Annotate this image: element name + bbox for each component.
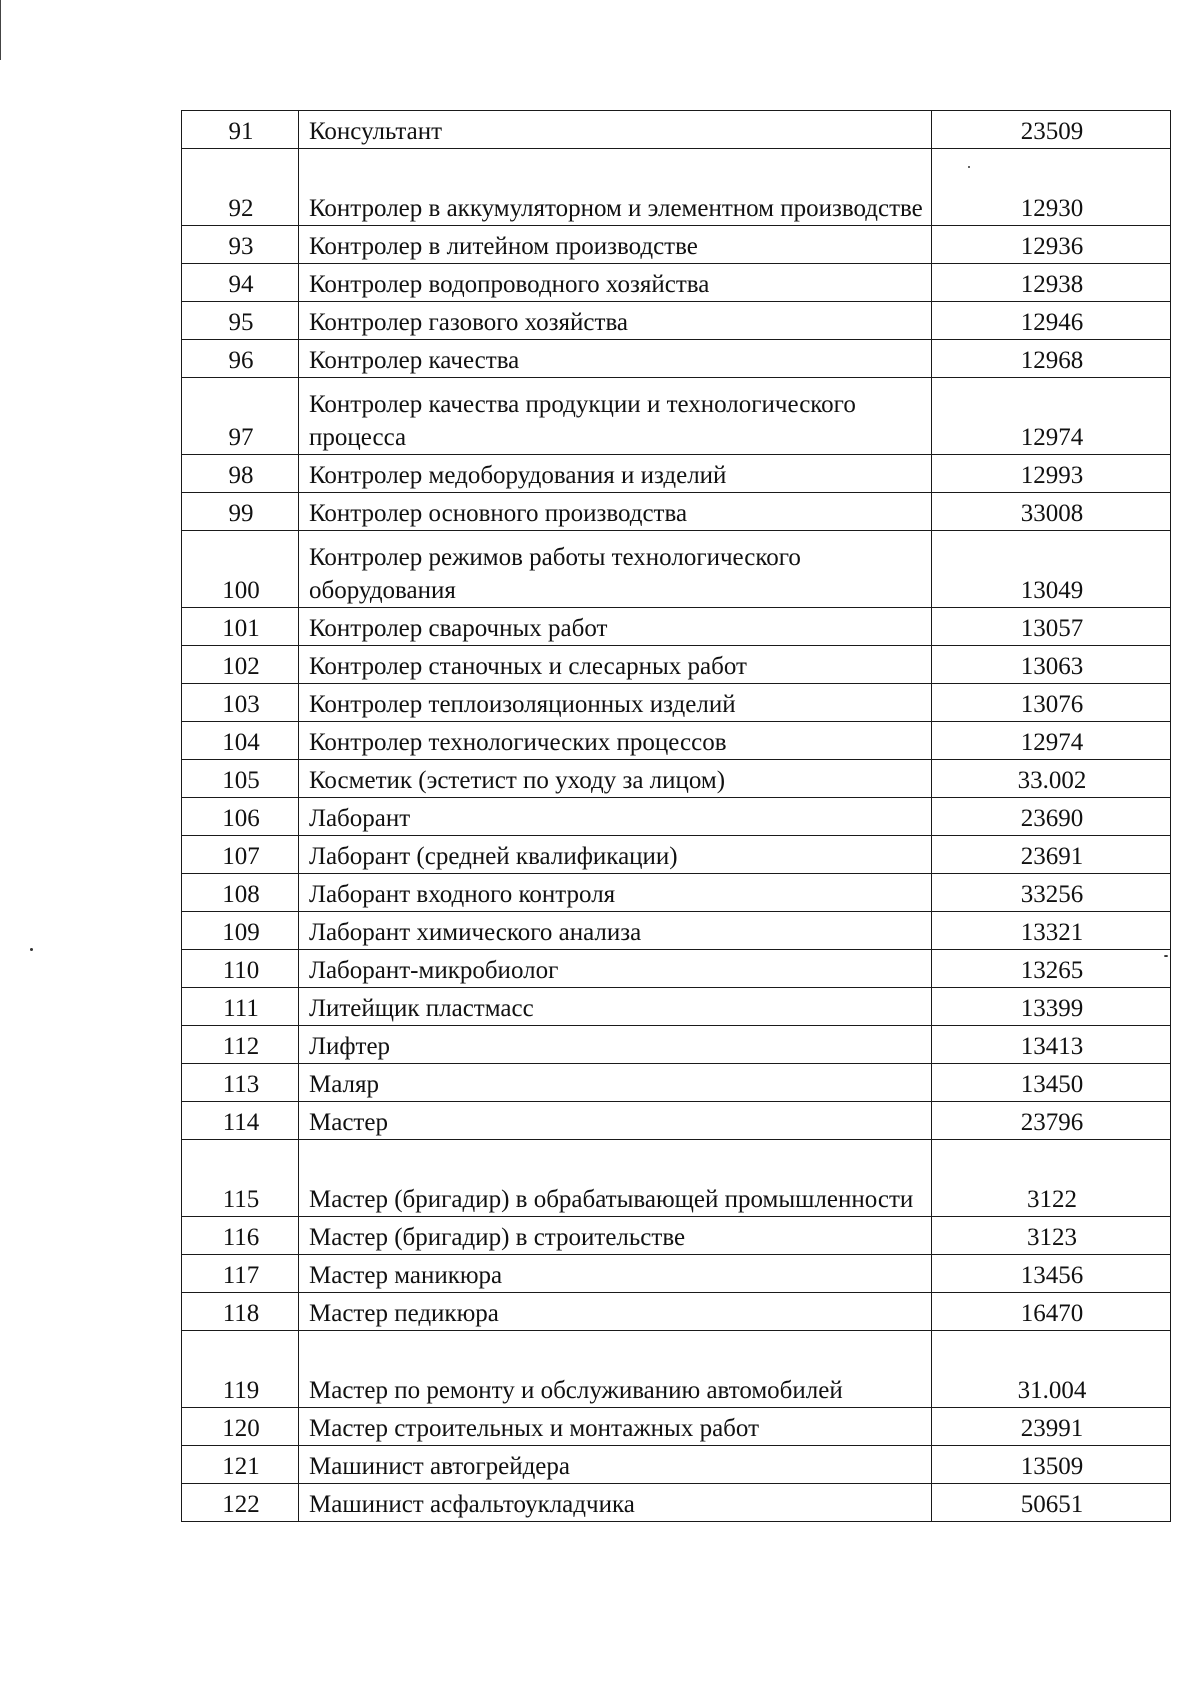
occupation-code: 23991	[932, 1408, 1171, 1446]
occupation-name: Контролер основного производства	[299, 493, 932, 531]
occupation-code: 3122	[932, 1140, 1171, 1217]
occupation-code: 12974	[932, 722, 1171, 760]
table-row	[182, 493, 1171, 531]
table-row	[182, 378, 1171, 455]
occupation-name: Контролер газового хозяйства	[299, 302, 932, 340]
occupation-code: 13049	[932, 531, 1171, 608]
table-row	[182, 1026, 1171, 1064]
occupation-code: 13265	[932, 950, 1171, 988]
occupation-name: Контролер в литейном производстве	[299, 226, 932, 264]
row-number: 119	[182, 1331, 299, 1408]
table-row	[182, 531, 1171, 608]
occupation-name: Мастер маникюра	[299, 1255, 932, 1293]
occupation-code: 13450	[932, 1064, 1171, 1102]
occupation-code: 23509	[932, 111, 1171, 149]
table-row	[182, 1217, 1171, 1255]
table-row	[182, 1064, 1171, 1102]
occupation-name: Лаборант	[299, 798, 932, 836]
occupation-code: 23796	[932, 1102, 1171, 1140]
table-row	[182, 722, 1171, 760]
occupation-name: Консультант	[299, 111, 932, 149]
occupation-name: Контролер режимов работы технологического оборудования	[299, 531, 932, 608]
occupation-code: 16470	[932, 1293, 1171, 1331]
occupation-code: 33.002	[932, 760, 1171, 798]
occupation-code: 23691	[932, 836, 1171, 874]
occupation-name: Контролер в аккумуляторном и элементном производстве	[299, 149, 932, 226]
occupation-name: Контролер сварочных работ	[299, 608, 932, 646]
row-number: 109	[182, 912, 299, 950]
table-row	[182, 111, 1171, 149]
occupation-name: Лаборант (средней квалификации)	[299, 836, 932, 874]
row-number: 96	[182, 340, 299, 378]
table-row	[182, 149, 1171, 226]
row-number: 104	[182, 722, 299, 760]
occupation-name: Мастер (бригадир) в обрабатывающей промышленности	[299, 1140, 932, 1217]
occupation-name: Маляр	[299, 1064, 932, 1102]
row-number: 112	[182, 1026, 299, 1064]
row-number: 91	[182, 111, 299, 149]
occupation-code: 13321	[932, 912, 1171, 950]
table-row	[182, 340, 1171, 378]
occupation-name: Мастер (бригадир) в строительстве	[299, 1217, 932, 1255]
row-number: 92	[182, 149, 299, 226]
row-number: 111	[182, 988, 299, 1026]
row-number: 108	[182, 874, 299, 912]
occupation-name: Косметик (эстетист по уходу за лицом)	[299, 760, 932, 798]
occupation-name: Мастер	[299, 1102, 932, 1140]
table-row	[182, 226, 1171, 264]
row-number: 116	[182, 1217, 299, 1255]
row-number: 98	[182, 455, 299, 493]
occupation-code: 13399	[932, 988, 1171, 1026]
occupation-code: 31.004	[932, 1331, 1171, 1408]
row-number: 103	[182, 684, 299, 722]
row-number: 94	[182, 264, 299, 302]
row-number: 93	[182, 226, 299, 264]
occupation-code: 12968	[932, 340, 1171, 378]
occupation-name: Контролер качества продукции и технологического процесса	[299, 378, 932, 455]
table-row	[182, 798, 1171, 836]
row-number: 95	[182, 302, 299, 340]
occupation-name: Лаборант входного контроля	[299, 874, 932, 912]
occupation-name: Контролер теплоизоляционных изделий	[299, 684, 932, 722]
row-number: 120	[182, 1408, 299, 1446]
page-edge-mark	[0, 0, 1, 60]
table-row	[182, 950, 1171, 988]
occupation-name: Лаборант-микробиолог	[299, 950, 932, 988]
table-row	[182, 836, 1171, 874]
row-number: 100	[182, 531, 299, 608]
row-number: 122	[182, 1484, 299, 1522]
occupation-code: 12936	[932, 226, 1171, 264]
occupation-code: 12974	[932, 378, 1171, 455]
row-number: 97	[182, 378, 299, 455]
occupation-name: Лифтер	[299, 1026, 932, 1064]
row-number: 113	[182, 1064, 299, 1102]
table-row	[182, 455, 1171, 493]
occupation-name: Машинист асфальтоукладчика	[299, 1484, 932, 1522]
row-number: 118	[182, 1293, 299, 1331]
row-number: 115	[182, 1140, 299, 1217]
occupation-code: 23690	[932, 798, 1171, 836]
table-row	[182, 1446, 1171, 1484]
table-body	[182, 111, 1171, 1522]
table-row	[182, 264, 1171, 302]
table-row	[182, 302, 1171, 340]
occupation-code: 13509	[932, 1446, 1171, 1484]
table-row	[182, 912, 1171, 950]
row-number: 99	[182, 493, 299, 531]
table-row	[182, 608, 1171, 646]
occupation-name: Мастер педикюра	[299, 1293, 932, 1331]
occupation-name: Литейщик пластмасс	[299, 988, 932, 1026]
table-row	[182, 1484, 1171, 1522]
occupation-name: Контролер медоборудования и изделий	[299, 455, 932, 493]
table-row	[182, 988, 1171, 1026]
table-row	[182, 1255, 1171, 1293]
row-number: 121	[182, 1446, 299, 1484]
table-row	[182, 646, 1171, 684]
row-number: 110	[182, 950, 299, 988]
table-row	[182, 1408, 1171, 1446]
table-row	[182, 760, 1171, 798]
row-number: 105	[182, 760, 299, 798]
occupation-code: 12993	[932, 455, 1171, 493]
table-row	[182, 1293, 1171, 1331]
occupation-code: 12930	[932, 149, 1171, 226]
occupation-code: 13076	[932, 684, 1171, 722]
occupation-code: 13413	[932, 1026, 1171, 1064]
occupation-name: Контролер станочных и слесарных работ	[299, 646, 932, 684]
occupation-code: 13057	[932, 608, 1171, 646]
occupation-code: 13063	[932, 646, 1171, 684]
occupation-code: 50651	[932, 1484, 1171, 1522]
occupation-name: Контролер качества	[299, 340, 932, 378]
occupation-name: Контролер технологических процессов	[299, 722, 932, 760]
occupation-name: Контролер водопроводного хозяйства	[299, 264, 932, 302]
occupation-code: 3123	[932, 1217, 1171, 1255]
occupation-code: 33256	[932, 874, 1171, 912]
occupation-name: Лаборант химического анализа	[299, 912, 932, 950]
table-row	[182, 1331, 1171, 1408]
table-row	[182, 874, 1171, 912]
table-row	[182, 1140, 1171, 1217]
row-number: 117	[182, 1255, 299, 1293]
row-number: 106	[182, 798, 299, 836]
scan-speck	[30, 948, 33, 951]
occupation-code: 13456	[932, 1255, 1171, 1293]
occupation-code: 33008	[932, 493, 1171, 531]
occupations-table	[181, 110, 1171, 1522]
occupation-code: 12938	[932, 264, 1171, 302]
table-row	[182, 1102, 1171, 1140]
occupation-code: 12946	[932, 302, 1171, 340]
occupation-name: Машинист автогрейдера	[299, 1446, 932, 1484]
row-number: 107	[182, 836, 299, 874]
table-row	[182, 684, 1171, 722]
row-number: 101	[182, 608, 299, 646]
occupation-name: Мастер строительных и монтажных работ	[299, 1408, 932, 1446]
row-number: 102	[182, 646, 299, 684]
row-number: 114	[182, 1102, 299, 1140]
occupation-name: Мастер по ремонту и обслуживанию автомобилей	[299, 1331, 932, 1408]
